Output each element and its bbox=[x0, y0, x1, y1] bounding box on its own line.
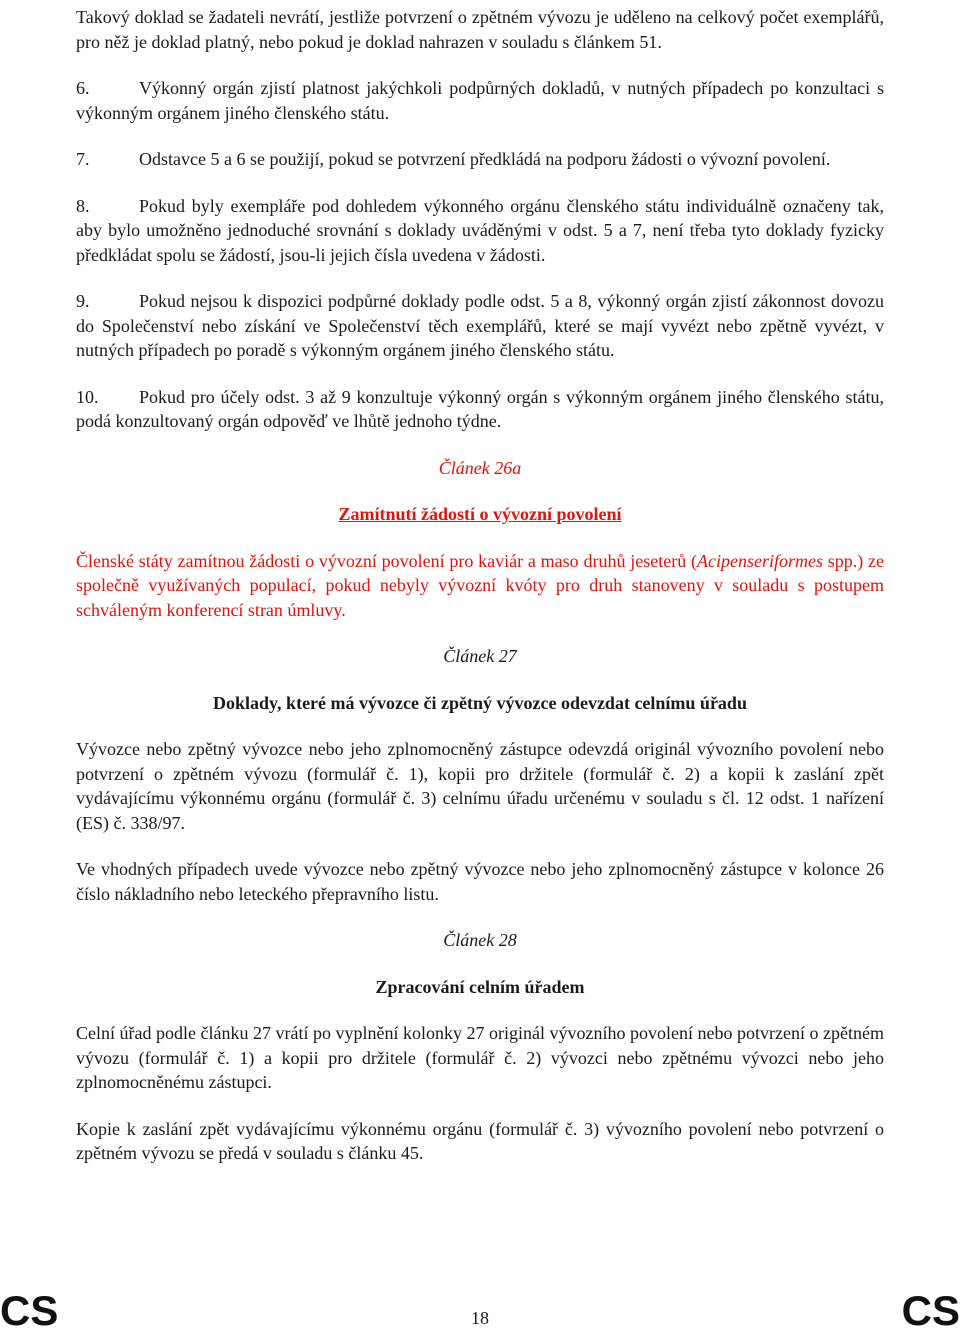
paragraph-number: 7. bbox=[76, 149, 90, 169]
article-26a-title: Článek 26a bbox=[438, 457, 522, 478]
paragraph-text: Výkonný orgán zjistí platnost jakýchkoli podpůrných dokladů, v nutných případech po konzultaci s výkonným orgánem jiného členského státu. bbox=[76, 78, 884, 123]
article-26a-text bbox=[76, 549, 884, 623]
paragraph-8 bbox=[76, 194, 884, 268]
article-27-title: Článek 27 bbox=[443, 646, 517, 666]
paragraph-6 bbox=[76, 76, 884, 125]
paragraph-number: 6. bbox=[76, 78, 90, 98]
text-after: spp.) ze společně využívaných populací, pokud nebyly vývozní kvóty pro druh stanoveny v souladu s postupem schváleným konferencí stran úmluvy. bbox=[76, 550, 885, 620]
paragraph-number: 10. bbox=[76, 386, 99, 407]
paragraph-text: Pokud byly exempláře pod dohledem výkonného orgánu členského státu individuálně označeny tak, aby bylo umožněno jednoduché srovnání s doklady uváděnými v odst. 5 a 7, není třeba tyto doklady fyzicky předkládat spolu se žádostí, jsou-li jejich čísla uvedena v žádosti. bbox=[76, 195, 884, 265]
article-27-paragraph-1: Vývozce nebo zpětný vývozce nebo jeho zplnomocněný zástupce odevzdá originál vývozního povolení nebo potvrzení o zpětném vývozu (formulář č. 1), kopii pro držitele (formulář č. 2) a kopii k zaslání zpět vydávajícímu výkonnému orgánu (formulář č. 3) celnímu úřadu určenému v souladu s čl. 12 odst. 1 nařízení (ES) č. 338/97. bbox=[76, 739, 884, 833]
paragraph-number: 9. bbox=[76, 291, 90, 311]
article-28-heading: Zpracování celním úřadem bbox=[375, 976, 585, 997]
article-28-paragraph-1: Celní úřad podle článku 27 vrátí po vyplnění kolonky 27 originál vývozního povolení nebo potvrzení o zpětném vývozu (formulář č. 1) a kopii pro držitele (formulář č. 2) vývozci nebo zpětnému vývozci nebo jeho zplnomocněnému zástupci. bbox=[76, 1023, 884, 1092]
language-code-left: CS bbox=[0, 1287, 59, 1334]
paragraph-7 bbox=[76, 147, 884, 172]
document-page bbox=[76, 0, 884, 1188]
article-28-title: Článek 28 bbox=[443, 930, 517, 950]
paragraph-text: Pokud nejsou k dispozici podpůrné doklady podle odst. 5 a 8, výkonný orgán zjistí zákonnost dovozu do Společenství nebo získání ve Společenství těch exemplářů, které se mají vyvézt nebo zpětně vyvézt, v nutných případech po poradě s výkonným orgánem jiného členského státu. bbox=[76, 291, 884, 360]
paragraph-text: Pokud pro účely odst. 3 až 9 konzultuje výkonný orgán s výkonným orgánem jiného členského státu, podá konzultovaný orgán odpověď ve lhůtě jednoho týdne. bbox=[76, 386, 884, 431]
language-code-right: CS bbox=[901, 1287, 960, 1334]
article-26a-heading: Zamítnutí žádostí o vývozní povolení bbox=[338, 504, 622, 524]
species-name: Acipenseriformes bbox=[696, 550, 823, 571]
paragraph-intro: Takový doklad se žadateli nevrátí, jestliže potvrzení o zpětném vývozu je uděleno na celkový počet exemplářů, pro něž je doklad platný, nebo pokud je doklad nahrazen v souladu s článkem 51. bbox=[76, 7, 884, 52]
paragraph-text: Odstavce 5 a 6 se použijí, pokud se potvrzení předkládá na podporu žádosti o vývozní povolení. bbox=[139, 149, 831, 169]
article-27-heading: Doklady, které má vývozce či zpětný vývozce odevzdat celnímu úřadu bbox=[213, 692, 747, 713]
paragraph-number: 8. bbox=[76, 195, 90, 216]
paragraph-9 bbox=[76, 289, 884, 363]
page-number: 18 bbox=[471, 1308, 489, 1328]
article-28-paragraph-2: Kopie k zaslání zpět vydávajícímu výkonnému orgánu (formulář č. 3) vývozního povolení nebo potvrzení o zpětném vývozu se předá v souladu s článku 45. bbox=[76, 1118, 884, 1163]
text-before: Členské státy zamítnou žádosti o vývozní povolení pro kaviár a maso druhů jeseterů ( bbox=[76, 550, 697, 571]
article-27-paragraph-2: Ve vhodných případech uvede vývozce nebo zpětný vývozce nebo jeho zplnomocněný zástupce v kolonce 26 číslo nákladního nebo leteckého přepravního listu. bbox=[76, 859, 884, 904]
paragraph-10 bbox=[76, 385, 884, 434]
